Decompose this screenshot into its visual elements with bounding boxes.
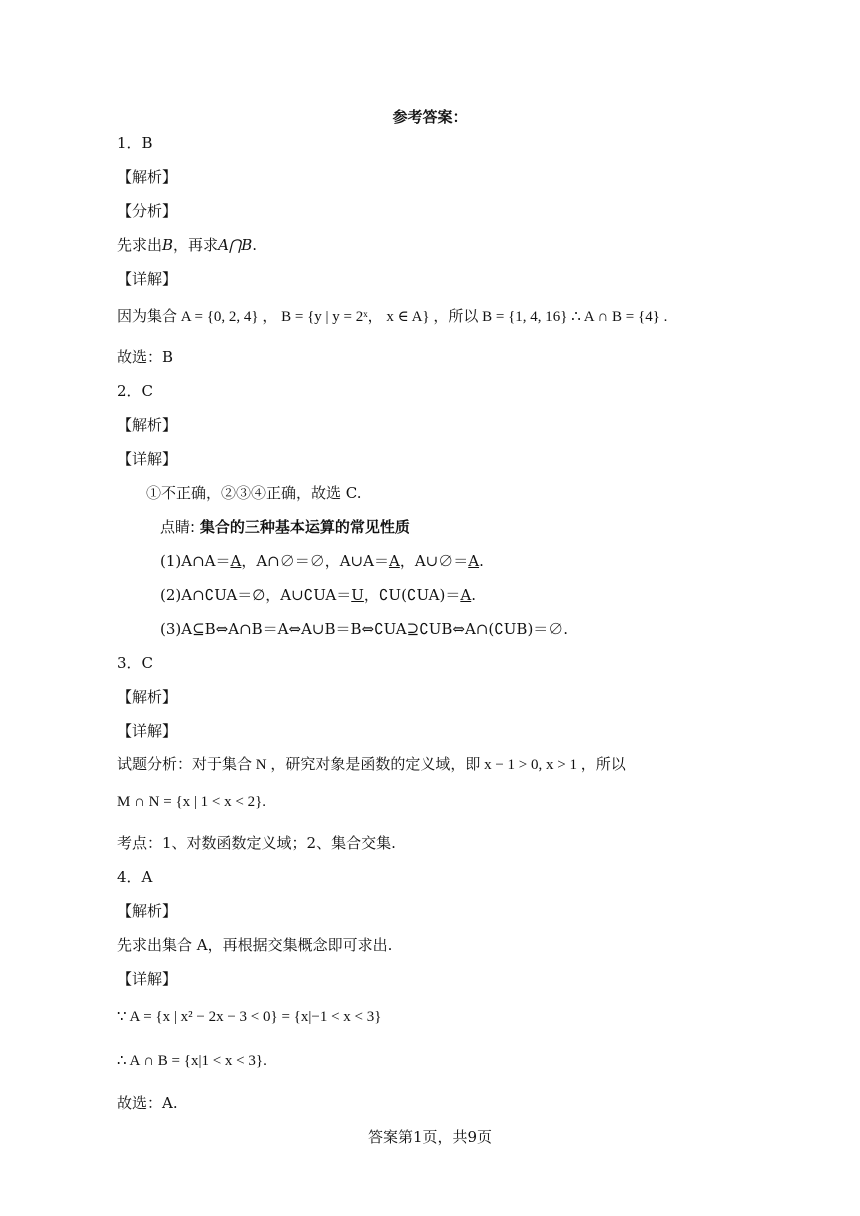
- q1-answer: 故选：B: [117, 348, 174, 366]
- q4-number: 4．A: [117, 868, 153, 886]
- q1-detail: 因为集合 A = {0, 2, 4} ， B = {y | y = 2ˣ， x ∈ A} ，所以 B = {1, 4, 16} ∴ A ∩ B = {4} .: [117, 309, 668, 325]
- q1-analysis-mid: ，再求: [173, 236, 219, 254]
- q2-number: 2．C: [117, 382, 154, 400]
- q3-detail-line2: M ∩ N = {x | 1 < x < 2}.: [117, 794, 267, 810]
- q1-analysis-prefix: 先求出: [117, 236, 163, 254]
- q4-detail-line1: ∵ A = {x | x² − 2x − 3 < 0} = {x|−1 < x < 3}: [117, 1009, 382, 1025]
- q3-detail-line1: 试题分析：对于集合 N ，研究对象是函数的定义域，即 x − 1 > 0, x > 1 ，所以: [117, 757, 626, 773]
- q3-number: 3．C: [117, 654, 154, 672]
- q1-analysis: [117, 235, 257, 255]
- q2-tip-title: 集合的三种基本运算的常见性质: [199, 518, 410, 536]
- q4-answer: 故选：A.: [117, 1094, 178, 1112]
- q1-xiangjie-heading: 【详解】: [117, 270, 178, 288]
- q2-jiexi-heading: 【解析】: [117, 416, 178, 434]
- q2-tip: [160, 517, 410, 537]
- q4-xiangjie-heading: 【详解】: [117, 970, 178, 988]
- q3-xiangjie-heading: 【详解】: [117, 722, 178, 740]
- q1-jiexi-heading: 【解析】: [117, 168, 178, 186]
- q4-detail-line2: ∴ A ∩ B = {x|1 < x < 3}.: [117, 1053, 267, 1069]
- q1-analysis-b: B: [162, 236, 174, 254]
- page-footer: 答案第1页，共9页: [367, 1128, 493, 1146]
- q2-conclusion: ①不正确，②③④正确，故选 C.: [146, 484, 362, 502]
- page-title: 参考答案：: [392, 108, 468, 126]
- q2-xiangjie-heading: 【详解】: [117, 450, 178, 468]
- q1-analysis-expr: A⋂B: [218, 236, 253, 254]
- q1-fenxi-heading: 【分析】: [117, 202, 178, 220]
- q3-jiexi-heading: 【解析】: [117, 688, 178, 706]
- q2-property-3: (3)A⊆B⇔A∩B＝A⇔A∪B＝B⇔∁UA⊇∁UB⇔A∩(∁UB)＝∅.: [160, 620, 569, 638]
- q4-jiexi-heading: 【解析】: [117, 902, 178, 920]
- q2-property-2: (2)A∩∁UA＝∅，A∪∁UA＝U，∁U(∁UA)＝A.: [160, 586, 476, 604]
- q2-property-1: (1)A∩A＝A，A∩∅＝∅，A∪A＝A，A∪∅＝A.: [160, 552, 484, 570]
- q1-analysis-end: .: [252, 236, 258, 254]
- q4-analysis: 先求出集合 A，再根据交集概念即可求出.: [117, 936, 393, 954]
- q2-tip-label: 点睛:: [160, 518, 200, 536]
- q3-kaodian: 考点：1、对数函数定义域；2、集合交集.: [117, 834, 396, 852]
- q1-number: 1．B: [117, 134, 153, 152]
